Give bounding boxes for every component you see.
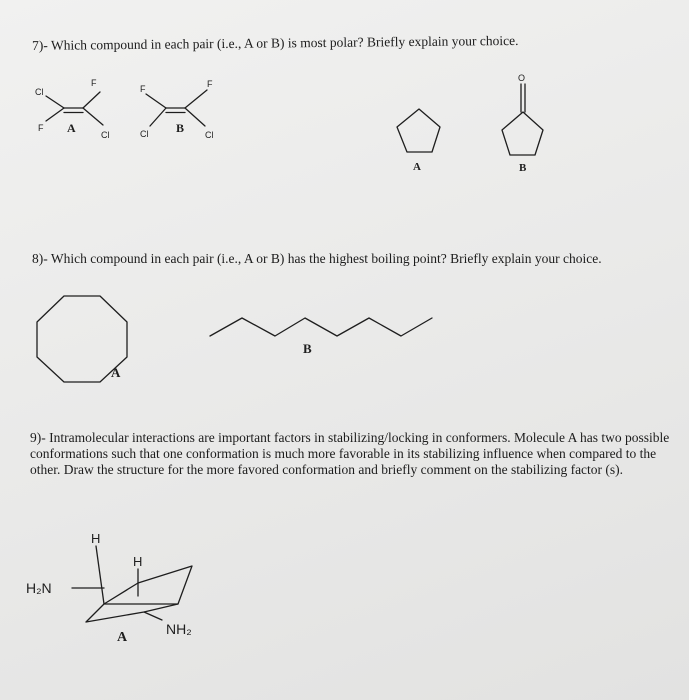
cyclopentanone-structure <box>502 84 543 155</box>
compound-label-a: A <box>117 630 128 645</box>
compound-label-b: B <box>176 121 185 135</box>
atom-label: F <box>91 78 97 88</box>
atom-label: H <box>91 531 101 546</box>
amine-group-label: H₂N <box>26 580 52 596</box>
question-8-text: 8)- Which compound in each pair (i.e., A or B) has the highest boiling point? Briefly explain your choice. <box>32 251 602 266</box>
atom-label: F <box>38 123 44 133</box>
atom-label: Cl <box>35 87 44 97</box>
atom-label: Cl <box>101 130 110 140</box>
cyclopentane-structure <box>397 109 440 152</box>
compound-label-a: A <box>67 121 76 135</box>
amine-group-label: NH₂ <box>166 621 192 637</box>
compound-label-a: A <box>111 365 121 380</box>
octane-structure <box>210 318 432 336</box>
atom-label: F <box>140 84 146 94</box>
question-7-text: 7)- Which compound in each pair (i.e., A or B) is most polar? Briefly explain your choice. <box>32 32 519 53</box>
compound-label-b: B <box>519 162 527 174</box>
atom-label: H <box>133 554 143 569</box>
compound-label-b: B <box>303 341 312 356</box>
chair-cyclohexane-diamine-structure <box>72 546 192 622</box>
question-9-text: 9)- Intramolecular interactions are important factors in stabilizing/locking in conformers. Molecule A has two possible conformations such that one conformation is much more favorable in its stabilizing influence when compared to the other. Draw the structure for the more favored conformation and briefly comment on the stabilizing factor (s). <box>30 430 670 477</box>
atom-label: Cl <box>140 129 149 139</box>
atom-label: F <box>207 79 213 89</box>
atom-label: Cl <box>205 130 214 140</box>
atom-label: O <box>518 73 526 83</box>
compound-label-a: A <box>413 161 421 173</box>
